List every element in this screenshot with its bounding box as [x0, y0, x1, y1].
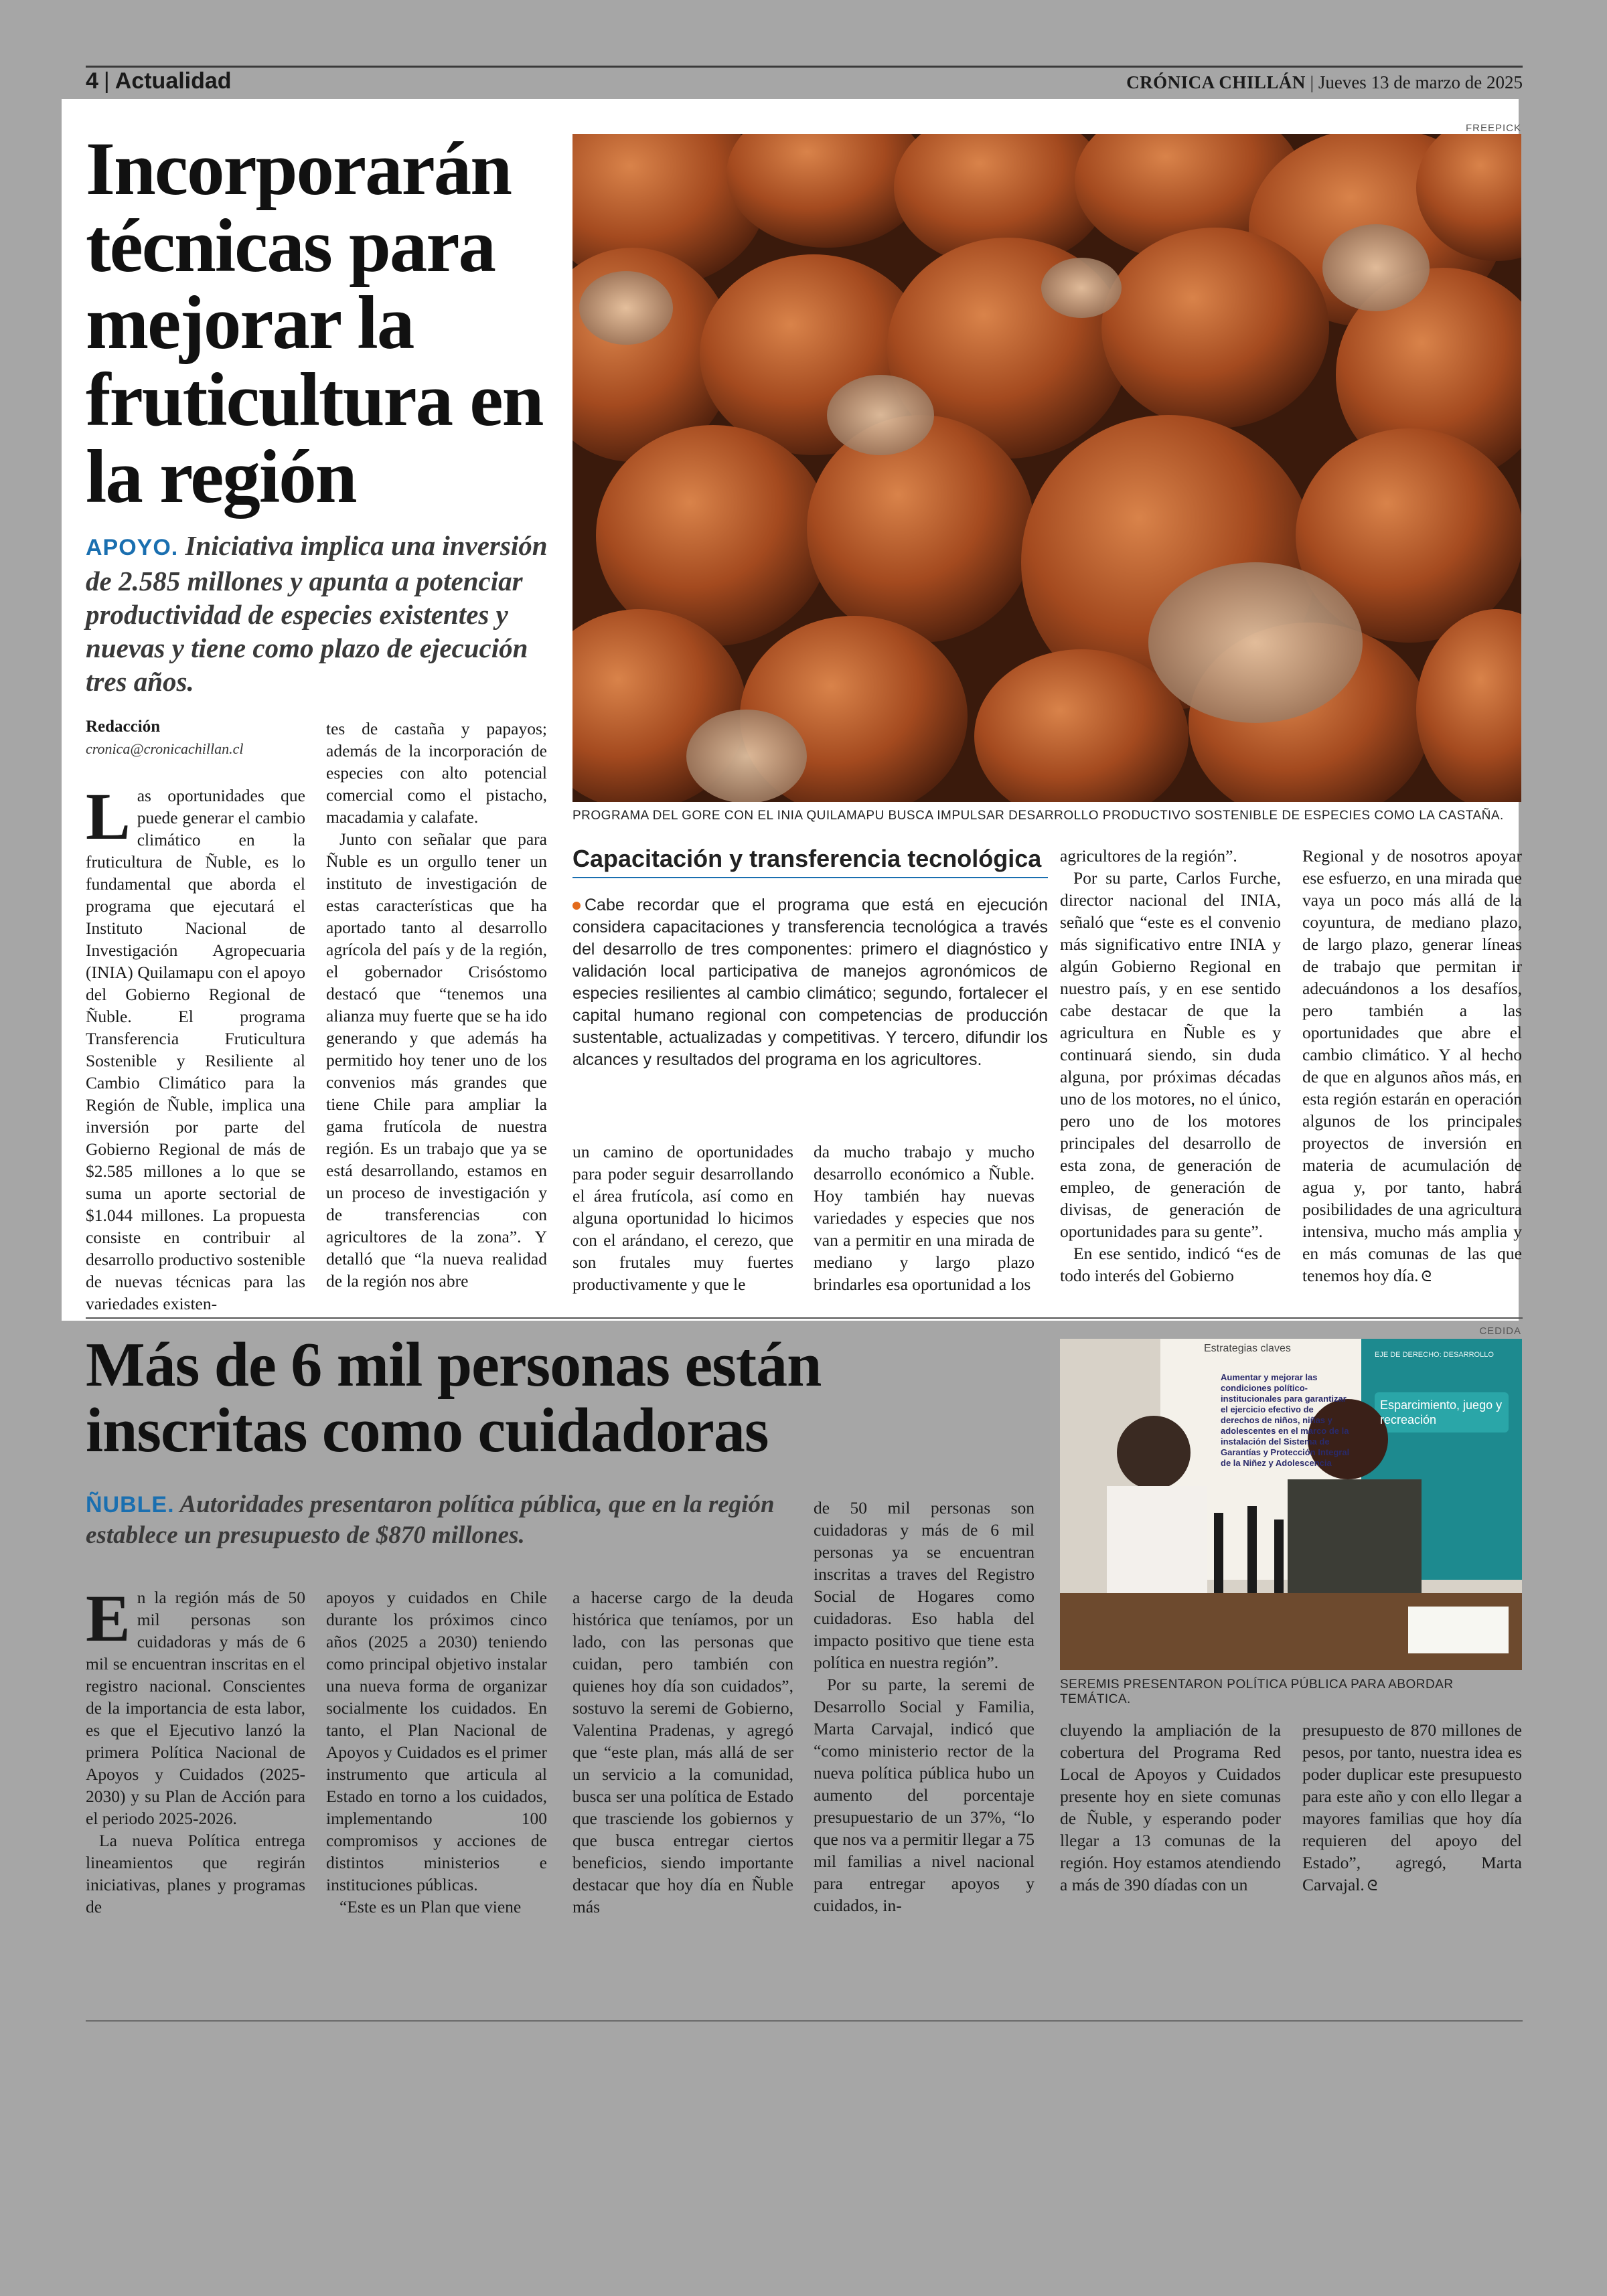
press-conference-photo: [1060, 1339, 1522, 1670]
box-rule: [572, 877, 1048, 878]
section-name: Actualidad: [114, 68, 232, 94]
article2-column-2: [326, 1586, 547, 1918]
article1-col1-text: as oportunidades que puede generar el cambio climático en la fruticultura de Ñuble, es lo fundamental que aborda el programa que ejecutará el Instituto Nacional de Investigación Agropecuaria (INIA) Quilamapu con el apoyo del Gobierno Regional de Ñuble. El programa Transferencia Fruticultura Sostenible y Resiliente al Cambio Climático para la Región de Ñuble, implica una inversión por parte del Gobierno Regional de más de $2.585 millones a lo que se suma un aporte sectorial de $1.044 millones. La propuesta consiste en contribuir al desarrollo productivo sostenible de nuevas técnicas para las variedades existen-: [86, 786, 305, 1313]
article1-email: cronica@cronicachillan.cl: [86, 740, 244, 757]
article2-col6-p1: presupuesto de 870 millones de pesos, por tanto, nuestra idea es poder duplicar este presupuesto para este año y con ello llegar a mayores familias que hoy día requieren del apoyo del Estado”, agregó, Marta Carvajal.: [1302, 1720, 1522, 1894]
article1-byline: Redacción: [86, 718, 161, 736]
article1-kicker: APOYO.: [86, 535, 179, 560]
poster-right-heading: EJE DE DERECHO: DESARROLLO: [1375, 1351, 1494, 1359]
article2-column-3: [572, 1586, 793, 1918]
article2-col2-p1: apoyos y cuidados en Chile durante los próximos cinco años (2025 a 2030) teniendo como principal objetivo instalar una nueva forma de organizar socialmente los cuidados. En tanto, el Plan Nacional de Apoyos y Cuidados es el primer instrumento que articula al Estado en torno a los cuidados, implementando 100 compromisos y acciones de distintos ministerios e instituciones públicas.: [326, 1588, 547, 1894]
header-separator: |: [103, 68, 110, 94]
article2-col1-p1: n la región más de 50 mil personas son cuidadoras y más de 6 mil se encuentran inscritas en el registro nacional. Conscientes de la importancia de esta labor, es que el Ejecutivo lanzó la primera Política Nacional de Apoyos y Cuidados (2025-2030) y su Plan de Acción para el periodo 2025-2026.: [86, 1588, 305, 1828]
hazelnut-illustration: [572, 134, 1521, 802]
article2-dropcap: E: [86, 1581, 131, 1655]
article1-col6-p1: Regional y de nosotros apoyar ese esfuerzo, en una mirada que vaya un poco más allá de la coyuntura, de mediano plazo, de largo plazo, generar líneas de trabajo que permitan ir adecuándonos a los desafíos, pero también a las oportunidades que abre el cambio climático. Y al hecho de que en algunos años más, en esta región estarán en operación algunos de los principales proyectos de inversión en materia de acumulación de agua y, por tanto, habrá posibilidades de una agricultura intensiva, mucho más amplia y en más comunas de las que tenemos hoy día.: [1302, 846, 1522, 1285]
article1-column-4: [814, 1141, 1035, 1295]
article-divider: [86, 1317, 1523, 1319]
article2-deck-text: Autoridades presentaron política pública, que en la región establece un presupuesto de $870 millones.: [86, 1491, 775, 1549]
box-body: Cabe recordar que el programa que está en ejecución considera capacitaciones y transferencia tecnológica a través del desarrollo de tres componentes: primero el diagnóstico y validación local participativa de manejos agronómicos de especies resilientes al cambio climático; segundo, fortalecer el capital humano regional con competencias de producción sustentable, actualizadas y competitivas. Y tercero, difundir los alcances y resultados del programa en los agricultores.: [572, 896, 1048, 1069]
article1-column-3: [572, 1141, 793, 1295]
article2-col4-p1: de 50 mil personas son cuidadoras y más de 6 mil personas ya se encuentran inscritas a traves del Registro Social de Hogares como cuidadoras. Eso habla del impacto positivo que tiene esta política en nuestra región”.: [814, 1498, 1035, 1672]
box-text: [572, 894, 1048, 1071]
photo1-caption: PROGRAMA DEL GORE CON EL INIA QUILAMAPU BUSCA IMPULSAR DESARROLLO PRODUCTIVO SOSTENIBLE DE ESPECIES COMO LA CASTAÑA.: [572, 809, 1504, 823]
photo1-credit: FREEPICK: [1465, 122, 1521, 134]
box-title: Capacitación y transferencia tecnológica: [572, 845, 1042, 872]
article1-column-6: [1302, 845, 1522, 1288]
photo2-caption: SEREMIS PRESENTARON POLÍTICA PÚBLICA PARA ABORDAR TEMÁTICA.: [1060, 1677, 1454, 1706]
article1-col3-p1: un camino de oportunidades para poder seguir desarrollando el área frutícola, así como en alguna oportunidad lo hicimos con el arándano, el cerezo, que son frutales muy fuertes productivamente y que le: [572, 1142, 793, 1294]
orange-bullet-icon: [572, 902, 581, 910]
article2-column-5: [1060, 1719, 1281, 1896]
article1-column-2: [326, 718, 547, 1292]
article2-col4-p2: Por su parte, la seremi de Desarrollo Social y Familia, Marta Carvajal, indicó que “como ministerio rector de la nueva política pública hubo un aumento del porcentaje presupuestario de un 37%, “lo que nos va a permitir llegar a 75 mil familias a nivel nacional para entregar apoyos y cuidados, in-: [814, 1675, 1035, 1915]
article1-column-5: [1060, 845, 1281, 1287]
article1-col4-p1: da mucho trabajo y mucho desarrollo económico a Ñuble. Hoy también hay nuevas variedades y especies que nos van a permitir en una mirada de mediano y largo plazo brindarles esa oportunidad a los: [814, 1142, 1035, 1294]
article1-col5-p3: En ese sentido, indicó “es de todo interés del Gobierno: [1060, 1244, 1281, 1285]
publication-name: CRÓNICA CHILLÁN: [1126, 72, 1306, 92]
article2-col2-p2: “Este es un Plan que viene: [339, 1897, 522, 1916]
article2-kicker: ÑUBLE.: [86, 1492, 175, 1518]
article2-column-4: [814, 1497, 1035, 1916]
article1-deck-text: Iniciativa implica una inversión de 2.585 millones y apunta a potenciar productividad de especies existentes y nuevas y tiene como plazo de ejecución tres años.: [86, 530, 548, 697]
poster-text: Aumentar y mejorar las condiciones político-institucionales para garantizar el ejercicio efectivo de derechos de niños, niñas y adolescentes en el marco de la instalación del Sistema de Garantías y Protección Integral de la Niñez y Adolescencia: [1221, 1372, 1350, 1468]
article2-column-6: [1302, 1719, 1522, 1897]
page-number: 4: [86, 68, 98, 94]
article2-col3-p1: a hacerse cargo de la deuda histórica que teníamos, por un lado, con las personas que cuidan, pero también con quienes hoy día son cuidados”, sostuvo la seremi de Gobierno, Valentina Pradenas, y agregó que “este plan, más allá de ser un servicio a la comunidad, busca ser una política de Estado que trasciende los gobiernos y que busca entregar ciertos beneficios, siendo importante destacar que hoy día en Ñuble más: [572, 1588, 793, 1916]
hazelnut-photo: [572, 134, 1521, 802]
poster-right-text: Esparcimiento, juego y recreación: [1380, 1398, 1503, 1426]
article1-column-1: [86, 779, 305, 1315]
article1-deck: [86, 529, 548, 698]
article1-col2-p1: tes de castaña y papayos; además de la incorporación de especies con alto potencial comercial como el pistacho, macadamia y calafate.: [326, 719, 547, 827]
article1-col5-p2: Por su parte, Carlos Furche, director nacional del INIA, señaló que “este es el convenio más significativo entre INIA y algún Gobierno Regional en nuestro país, y en ese sentido cabe destacar de que la agricultura en Ñuble es y continuará siendo, sin duda alguna, por próximas décadas uno de los motores, no el único, pero uno de los motores principales del desarrollo de esta zona, de generación de empleo, de generación de divisas, de generación de oportunidades para su gente”.: [1060, 868, 1281, 1241]
article1-title: Incorporarán técnicas para mejorar la fruticultura en la región: [86, 127, 543, 519]
end-of-article-icon: ᘓ: [1367, 1878, 1378, 1894]
article1-col2-p2: Junto con señalar que para Ñuble es un orgullo tener un instituto de investigación de estas características que ha aportado tanto al desarrollo agrícola del país y de la región, el gobernador Crisóstomo destacó que “tenemos una alianza muy fuerte que se ha ido generando y que además ha permitido hoy tener uno de los convenios más grandes que tiene Chile para ampliar la gama frutícola de nuestra región. Es un trabajo que ya se está desarrollando, estamos en un proceso de investigación y de transferencias con agricultores de la zona”. Y detalló que “la nueva realidad de la región nos abre: [326, 829, 547, 1291]
article2-title: Más de 6 mil personas están inscritas como cuidadoras: [86, 1330, 822, 1465]
publication-date: Jueves 13 de marzo de 2025: [1318, 72, 1523, 92]
end-of-article-icon: ᘓ: [1421, 1268, 1432, 1285]
page-header-right: CRÓNICA CHILLÁN | Jueves 13 de marzo de 2025: [1126, 72, 1523, 92]
bottom-rule: [86, 2020, 1523, 2022]
article2-col1-p2: La nueva Política entrega lineamientos que regirán iniciativas, planes y programas de: [86, 1831, 305, 1916]
article2-column-1: [86, 1581, 305, 1918]
article1-dropcap: L: [86, 779, 131, 853]
page-header-left: [86, 68, 232, 94]
photo2-credit: CEDIDA: [1479, 1325, 1521, 1337]
article2-col5-p1: cluyendo la ampliación de la cobertura del Programa Red Local de Apoyos y Cuidados presente hoy en siete comunas de Ñuble, y esperando poder llegar a 13 comunas de la región. Hoy estamos atendiendo a más de 390 díadas con un: [1060, 1720, 1281, 1894]
article1-col5-p1: agricultores de la región”.: [1060, 846, 1237, 866]
poster-heading: Estrategias claves: [1204, 1343, 1291, 1354]
article2-deck: [86, 1489, 789, 1551]
header-rule: [86, 66, 1523, 68]
